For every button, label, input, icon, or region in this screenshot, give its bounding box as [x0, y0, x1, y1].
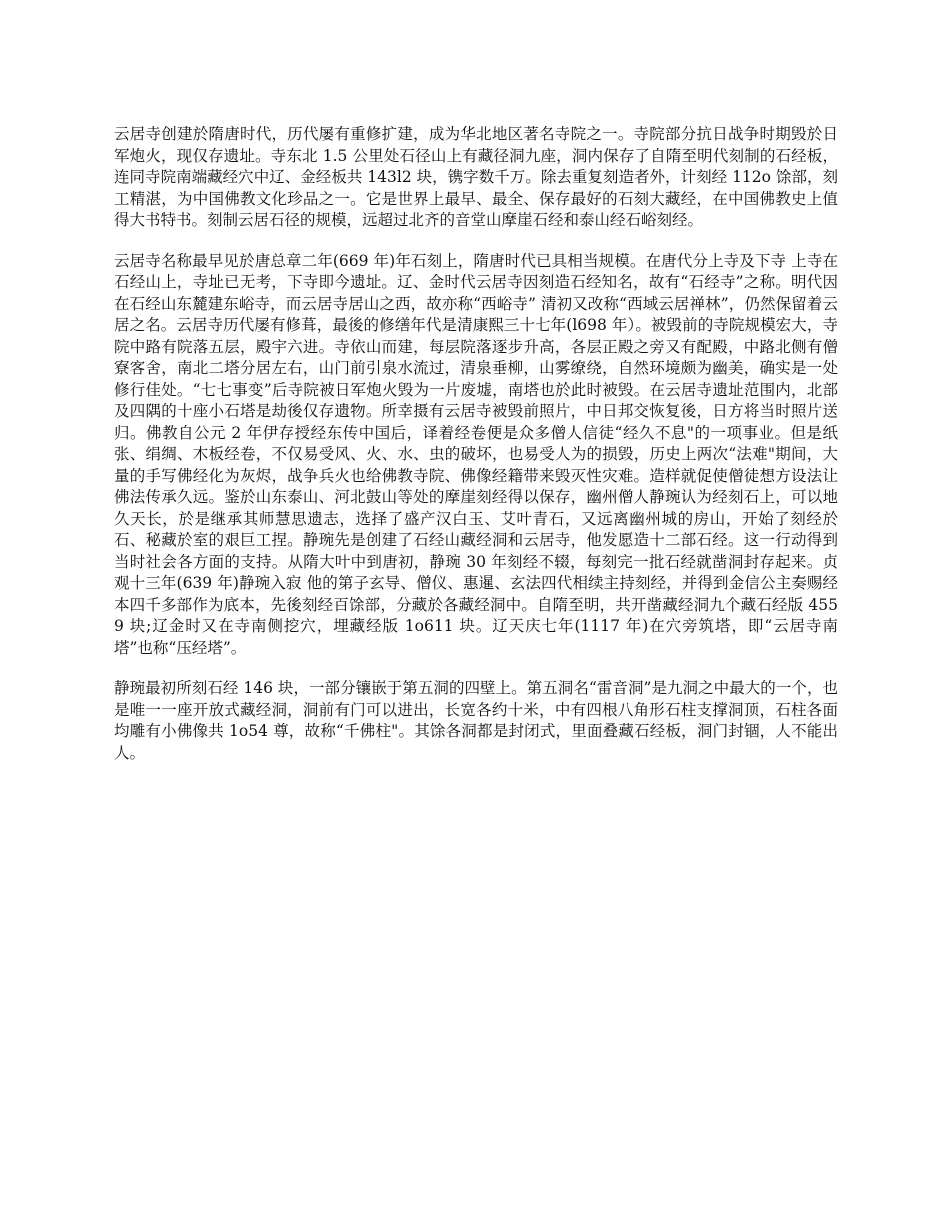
paragraph-name-origin: 云居寺名称最早见於唐总章二年(669 年)年石刻上，隋唐时代已具相当规模。在唐代分上寺及下寺 上寺在石经山上，寺址已无考，下寺即今遗址。辽、金时代云居寺因刻造石经知名，故有“石经寺”之称。明代因在石经山东麓建东峪寺，而云居寺居山之西，故亦称“西峪寺” 清初又改称“西域云居禅林”，仍然保留着云居之名。云居寺历代屡有修葺，最後的修缮年代是清康熙三十七年(l698 年）。被毁前的寺院规模宏大，寺院中路有院落五层，殿宇六进。寺依山而建，每层院落逐步升高，各层正殿之旁又有配殿，中路北侧有僧寮客舍，南北二塔分居左右，山门前引泉水流过，清泉垂柳，山雾缭绕，自然环境颇为幽美，确实是一处修行佳处。“七七事变”后寺院被日军炮火毁为一片废墟，南塔也於此时被毁。在云居寺遗址范围内，北部及四隅的十座小石塔是劫後仅存遗物。所幸摄有云居寺被毁前照片，中日邦交恢复後，日方将当时照片送归。佛教自公元 2 年伊存授经东传中国后，译着经卷便是众多僧人信徒“经久不息"的一项事业。但是纸张、绢绸、木板经卷，不仅易受风、火、水、虫的破坏，也易受人为的损毁，历史上两次“法难"期间，大量的手写佛经化为灰烬，战争兵火也给佛教寺院、佛像经籍带来毁灭性灾难。造样就促使僧徒想方设法让佛法传承久远。鉴於山东泰山、河北鼓山等处的摩崖刻经得以保存，幽州僧人静琬认为经刻石上，可以地久天长，於是继承其师慧思遗志，选择了盛产汉白玉、艾叶青石，又远离幽州城的房山，开始了刻经於石、秘藏於室的艰巨工捏。静琬先是创建了石经山藏经洞和云居寺，他发愿造十二部石经。这一行动得到当时社会各方面的支持。从隋大叶中到唐初，静琬 30 年刻经不辍，每刻完一批石经就凿洞封存起来。贞观十三年(639 年)静琬入寂 他的第子玄导、僧仪、惠暹、玄法四代相续主持刻经，并得到金信公主奏赐经本四千多部作为底本，先後刻经百馀部，分藏於各藏经洞中。自隋至明，共开凿藏经洞九个藏石经版 4559 块;辽金时又在寺南侧挖穴，埋藏经版 1o611 块。辽天庆七年(1117 年)在穴旁筑塔，即“云居寺南塔”也称“压经塔”。: [114, 251, 838, 657]
paragraph-history: 云居寺创建於隋唐时代，历代屡有重修扩建，成为华北地区著名寺院之一。寺院部分抗日战争时期毁於日军炮火，现仅存遗址。寺东北 1.5 公里处石径山上有藏径洞九座，洞内保存了自隋至明代刻制的石经板，连同寺院南端藏经穴中辽、金经板共 143l2 块，镌字数千万。除去重复刻造者外，计刻经 112o 馀部，刻工精湛，为中国佛教文化珍品之一。它是世界上最早、最全、保存最好的石刻大藏经，在中国佛教史上值得大书特书。刻制云居石径的规模，远超过北齐的音堂山摩崖石经和泰山经石峪刻经。: [114, 125, 838, 229]
paragraph-leiyin-cave: 静琬最初所刻石经 146 块，一部分镶嵌于第五洞的四壁上。第五洞名“雷音洞”是九洞之中最大的一个，也是唯一一座开放式藏经洞，洞前有门可以进出，长宽各约十米，中有四根八角形石柱支撑洞顶，石柱各面均雕有小佛像共 1o54 尊，故称“千佛柱"。其馀各洞都是封闭式，里面叠藏石经板，洞门封锢，人不能出人。: [114, 679, 838, 762]
document-page: [114, 124, 838, 783]
